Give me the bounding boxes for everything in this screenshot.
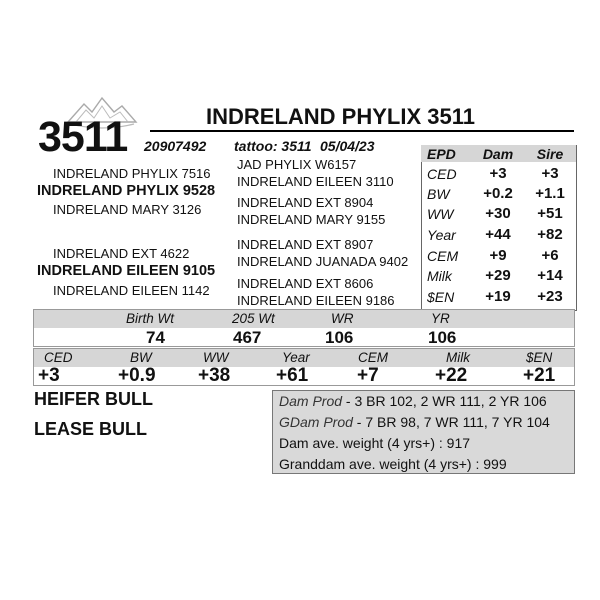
epd-dam-value: +29 <box>485 267 511 284</box>
pedigree-sire-dam: INDRELAND MARY 3126 <box>53 202 202 217</box>
pedigree-sire: INDRELAND PHYLIX 9528 <box>37 183 216 199</box>
epd-dam-value: +0.2 <box>483 185 513 202</box>
epd-header-epd: EPD <box>427 146 456 162</box>
epd-sire-value: +14 <box>537 267 563 284</box>
sum-value-ww: +38 <box>198 365 231 386</box>
epd-row-bw <box>424 184 574 204</box>
perf-value-205-wt: 467 <box>233 328 262 347</box>
tattoo: tattoo: 3511 <box>234 138 312 154</box>
epd-table-header-row <box>424 144 574 164</box>
sum-value-en: +21 <box>523 365 556 386</box>
epd-label: CED <box>427 166 457 182</box>
sum-header-milk: Milk <box>446 350 470 365</box>
dam-prod-label: Dam Prod <box>279 393 343 409</box>
gdam-prod-label: GDam Prod <box>279 414 353 430</box>
sum-value-milk: +22 <box>435 365 468 386</box>
animal-name: INDRELAND PHYLIX 3511 <box>206 104 475 129</box>
epd-label: Milk <box>427 268 452 284</box>
sum-header-ww: WW <box>203 350 229 365</box>
pedigree-sire-sire: INDRELAND PHYLIX 7516 <box>53 166 211 181</box>
pedigree-sire-sire-dam: INDRELAND EILEEN 3110 <box>237 174 394 189</box>
perf-value-wr: 106 <box>325 328 354 347</box>
heifer-bull-tag: HEIFER BULL <box>34 389 153 409</box>
sum-value-year: +61 <box>276 365 309 386</box>
birth-date: 05/04/23 <box>320 138 375 154</box>
sum-header-year: Year <box>282 350 310 365</box>
pedigree-dam-sire-dam: INDRELAND JUANADA 9402 <box>237 254 409 269</box>
epd-label: $EN <box>427 289 455 305</box>
epd-row-ww <box>424 204 574 224</box>
perf-value-yr: 106 <box>428 328 457 347</box>
sum-value-bw: +0.9 <box>118 365 156 386</box>
epd-dam-value: +44 <box>485 226 511 243</box>
epd-dam-value: +3 <box>489 165 507 182</box>
epd-header-sire: Sire <box>536 146 564 162</box>
sum-header-bw: BW <box>130 350 152 365</box>
epd-dam-value: +9 <box>489 247 507 264</box>
epd-sire-value: +23 <box>537 288 563 305</box>
epd-sire-value: +82 <box>537 226 563 243</box>
epd-row-cem <box>424 246 574 266</box>
sum-value-ced: +3 <box>38 365 60 386</box>
perf-header-wr: WR <box>331 311 354 326</box>
epd-label: BW <box>427 186 450 202</box>
lease-bull-tag: LEASE BULL <box>34 419 148 439</box>
dam-production <box>279 394 547 408</box>
epd-sire-value: +3 <box>541 165 559 182</box>
perf-header-birth-wt: Birth Wt <box>126 311 175 326</box>
epd-dam-value: +19 <box>485 288 511 305</box>
pedigree-dam: INDRELAND EILEEN 9105 <box>37 263 216 279</box>
pedigree-sire-dam-dam: INDRELAND MARY 9155 <box>237 212 386 227</box>
epd-label: CEM <box>427 248 459 264</box>
registration-number: 20907492 <box>144 138 207 154</box>
performance-table <box>33 309 575 347</box>
dam-prod-value: - 3 BR 102, 2 WR 111, 2 YR 106 <box>342 393 547 409</box>
pedigree-sire-dam-sire: INDRELAND EXT 8904 <box>237 195 374 210</box>
perf-header-205-wt: 205 Wt <box>232 311 275 326</box>
pedigree-dam-sire-sire: INDRELAND EXT 8907 <box>237 237 374 252</box>
perf-header-yr: YR <box>431 311 450 326</box>
sum-header-cem: CEM <box>358 350 388 365</box>
lot-number: 3511 <box>38 113 128 161</box>
pedigree-dam-dam-dam: INDRELAND EILEEN 9186 <box>237 293 395 308</box>
epd-row-milk <box>424 266 574 286</box>
granddam-production <box>279 415 550 429</box>
perf-value-birth-wt: 74 <box>146 328 165 347</box>
epd-header-dam: Dam <box>482 146 514 162</box>
title-divider <box>150 130 574 132</box>
epd-sire-value: +51 <box>537 205 563 222</box>
pedigree-dam-dam: INDRELAND EILEEN 1142 <box>53 283 210 298</box>
epd-row-year <box>424 225 574 245</box>
pedigree-sire-sire-sire: JAD PHYLIX W6157 <box>237 157 357 172</box>
granddam-average-weight: Granddam ave. weight (4 yrs+) : 999 <box>279 456 507 472</box>
epd-row-ced <box>424 164 574 184</box>
sum-value-cem: +7 <box>357 365 379 386</box>
dam-average-weight: Dam ave. weight (4 yrs+) : 917 <box>279 435 471 451</box>
sum-header-ced: CED <box>44 350 73 365</box>
gdam-prod-value: - 7 BR 98, 7 WR 111, 7 YR 104 <box>352 414 550 430</box>
pedigree-dam-dam-sire: INDRELAND EXT 8606 <box>237 276 374 291</box>
epd-sire-value: +1.1 <box>535 185 565 202</box>
sum-header-en: $EN <box>526 350 553 365</box>
epd-sire-value: +6 <box>541 247 559 264</box>
epd-row-en <box>424 287 574 307</box>
pedigree-dam-sire: INDRELAND EXT 4622 <box>53 246 190 261</box>
epd-label: Year <box>427 227 456 243</box>
epd-label: WW <box>427 206 454 222</box>
epd-dam-value: +30 <box>485 205 511 222</box>
